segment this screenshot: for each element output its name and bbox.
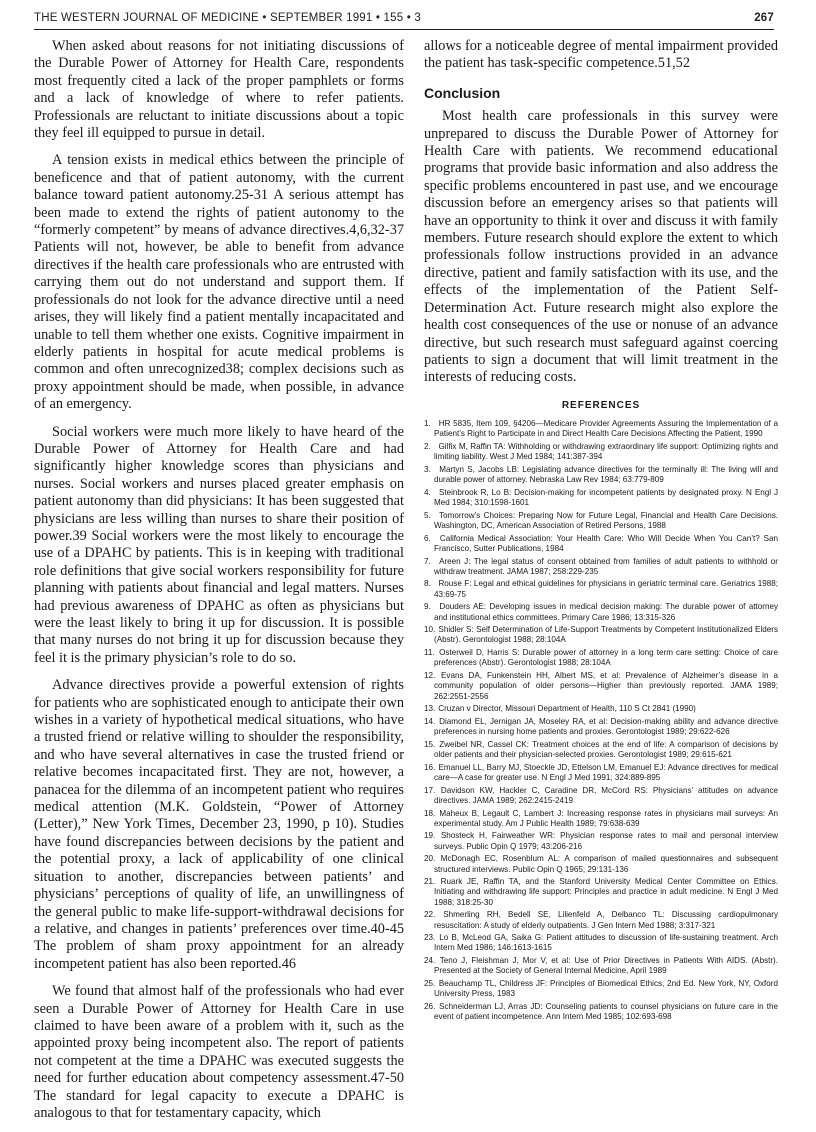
references-heading: REFERENCES (561, 399, 641, 411)
reference-number: 26. (424, 1001, 436, 1011)
reference-text: Steinbrook R, Lo B: Decision-making for incompetent patients by designated proxy. N Engl J Med 1984; 310:1598-1601 (434, 487, 778, 508)
reference-item (424, 979, 778, 999)
reference-text: Davidson KW, Hackler C, Caradine DR, McCord RS: Physicians’ attitudes on advance directives. JAMA 1989; 262:2415-2419 (434, 785, 779, 805)
reference-item (424, 648, 778, 668)
left-column (34, 38, 404, 1132)
reference-text: Diamond EL, Jernigan JA, Moseley RA, et al: Decision-making ability and advance directive preferences in nursing home patients and proxies. Gerontologist 1989; 29:622-626 (434, 716, 778, 737)
reference-text: Beauchamp TL, Childress JF: Principles of Biomedical Ethics, 2nd Ed. New York, NY, Oxford University Press, 1983 (434, 979, 778, 999)
reference-number: 16. (424, 762, 436, 772)
reference-item (424, 831, 778, 851)
right-column (424, 38, 778, 1025)
reference-text: Tomorrow’s Choices: Preparing Now for Future Legal, Financial and Health Care Decisions. Washington, DC, American Association of Retired Persons, 1988 (434, 510, 779, 530)
reference-text: Osterweil D, Harris S: Durable power of attorney in a long term care setting: Choice of care preferences (Abstr). Gerontologist 1988; 28:104A (434, 648, 778, 668)
reference-text: Shidler S: Self Determination of Life-Support Treatments by Competent Institutionalized Elders (Abstr). Gerontologist 1988; 28:104A (434, 625, 778, 645)
reference-item (424, 557, 778, 577)
reference-number: 12. (424, 671, 436, 681)
reference-number: 5. (424, 510, 431, 520)
reference-number: 11. (424, 648, 435, 658)
reference-text: California Medical Association: Your Health Care: Who Will Decide When You Can’t? San Francisco, Sutter Publications, 1984 (434, 533, 778, 553)
reference-number: 8. (424, 579, 431, 589)
reference-item (424, 625, 778, 645)
reference-text: McDonagh EC, Rosenblum AL: A comparison of mailed questionnaires and subsequent structured interviews. Public Opin Q 1965; 29:131-136 (434, 854, 779, 874)
running-header (34, 12, 774, 24)
conclusion-heading: Conclusion (424, 84, 501, 101)
header-separator: • (375, 12, 381, 24)
reference-item (424, 419, 778, 439)
reference-item (424, 704, 778, 714)
body-paragraph: Social workers were much more likely to have heard of the Durable Power of Attorney for Health Care and had significantly higher knowledge scores than physicians and nurses. Social workers and nurses placed greater emphasis on patient autonomy than did physicians: It has been suggested that physicians are less willing than nurses to share their position of power.39 Social workers were the most likely to encourage the use of a DPAHC by patients. This is in keeping with traditional role definitions that give social workers responsibility for future planning with patients about financial and legal matters. Nurses had previous awareness of DPAHC as often as physicians but were the least likely to bring it up for discussion. It is possible that many nurses do not bring it up for discussion because they feel it is the primary physician’s role to do so. (34, 423, 404, 666)
reference-text: Shmerling RH, Bedell SE, Lilienfeld A, Delbanco TL: Discussing cardiopulmonary resuscitation: A study of elderly outpatients. J Gen Intern Med 1988; 3:317-321 (434, 910, 779, 930)
reference-item (424, 854, 778, 874)
reference-item (424, 740, 778, 760)
reference-number: 24. (424, 956, 436, 966)
reference-number: 18. (424, 808, 436, 818)
reference-text: Emanuel LL, Barry MJ, Stoeckle JD, Ettelson LM, Emanuel EJ: Advance directives for medical care—A case for greater use. N Engl J Med 1991; 324:889-895 (434, 762, 778, 782)
reference-item (424, 671, 778, 702)
reference-number: 23. (424, 933, 436, 943)
reference-item (424, 465, 778, 485)
header-separator: • (406, 12, 411, 24)
reference-item (424, 602, 778, 622)
volume: 155 (383, 12, 404, 24)
reference-number: 14. (424, 716, 436, 726)
page-number: 267 (754, 12, 774, 24)
reference-item (424, 442, 778, 462)
header-separator: • (262, 12, 267, 24)
reference-item (424, 933, 778, 953)
reference-number: 4. (424, 487, 431, 497)
reference-number: 9. (424, 602, 431, 612)
reference-item (424, 579, 778, 599)
reference-text: Evans DA, Funkenstein HH, Albert MS, et al: Prevalence of Alzheimer’s disease in a community population of older persons—Higher than previously reported. JAMA 1989; 262:2551-2556 (434, 671, 778, 701)
reference-number: 20. (424, 854, 436, 864)
reference-item (424, 786, 778, 806)
reference-text: Teno J, Fleishman J, Mor V, et al: Use of Prior Directives in Patients With AIDS. (Abstr). Presented at the Society of General Internal Medicine, April 1989 (434, 956, 779, 976)
issue-date: SEPTEMBER 1991 (269, 12, 373, 24)
reference-text: Rouse F: Legal and ethical guidelines for physicians in geriatric terminal care. Geriatrics 1988; 43:69-75 (434, 579, 778, 599)
reference-item (424, 763, 778, 783)
conclusion-paragraph: Most health care professionals in this survey were unprepared to discuss the Durable Power of Attorney for Health Care with patients. We recommend educational programs that provide basic information and also address the specific problems encountered in past use, and we encourage discussion before an emergency arises so that patients will have an opportunity to think it over and discuss it with family members. Future research should explore the extent to which professionals follow instructions provided in an advance directive, patient and family satisfaction with its use, and the effects of the implementation of the Patient Self-Determination Act. Future research might also explore the health cost consequences of the use or nonuse of an advance directive, but such research must safeguard against coercing patients to sign a document that will limit treatment in the interests of reducing costs. (424, 108, 778, 386)
reference-text: Shosteck H, Fairweather WR: Physician response rates to mail and personal interview surveys. Public Opin Q 1979; 43:206-216 (434, 831, 778, 851)
reference-text: HR 5835, Item 109, §4206—Medicare Provider Agreements Assuring the Implementation of a Patient’s Right to Participate in and Direct Health Care Decisions Affecting the Patient, 1990 (434, 419, 779, 439)
reference-text: Lo B, McLeod GA, Saika G: Patient attitudes to discussion of life-sustaining treatment. Arch Intern Med 1986; 146:1613-1615 (434, 933, 778, 953)
reference-list (424, 419, 778, 1022)
reference-item (424, 809, 778, 829)
reference-item (424, 956, 778, 976)
reference-number: 10. (424, 625, 436, 635)
reference-number: 3. (424, 464, 431, 474)
reference-number: 7. (424, 556, 431, 566)
body-paragraph: We found that almost half of the professionals who had ever seen a Durable Power of Attorney for Health Care in use claimed to have been aware of a problem with it, such as the appointed proxy being incompetent also. The report of patients not competent at the time a DPAHC was executed suggests the need for further education about competency assessment.47-50 The standard for legal capacity to execute a DPAHC is analogous to that for testamentary capacity, which (34, 983, 404, 1121)
reference-item (424, 511, 778, 531)
reference-number: 13. (424, 704, 436, 714)
reference-item (424, 1002, 778, 1022)
reference-text: Areen J: The legal status of consent obtained from families of adult patients to withhold or withdraw treatment. JAMA 1987; 258:229-235 (434, 556, 778, 576)
reference-number: 17. (424, 785, 436, 795)
reference-number: 22. (424, 910, 436, 920)
reference-text: Cruzan v Director, Missouri Department of Health, 110 S Ct 2841 (1990) (438, 704, 696, 714)
reference-item (424, 877, 778, 908)
body-paragraph: A tension exists in medical ethics between the principle of beneficence and that of patient autonomy, with the current balance toward patient autonomy.25-31 A serious attempt has been made to extend the rights of patient autonomy to the “formerly competent” by means of advance directives.4,6,32-37 Patients will not, however, be able to benefit from advance directives if the health care professionals who are entrusted with carrying them out do not understand and support them. If professionals do not look for the advance directive until a need arises, they will likely find a patient mentally incapacitated and unable to tell them whether one exists. Cognitive impairment in elderly patients in hospital for acute medical problems is common and often unrecognized38; complex decisions such as proxy appointment should be made, when possible, in advance of an emergency. (34, 152, 404, 413)
reference-number: 2. (424, 442, 431, 452)
body-paragraph: When asked about reasons for not initiating discussions of the Durable Power of Attorney for Health Care, respondents most frequently cited a lack of the proper pamphlets or forms and a lack of knowledge of where to refer patients. Professionals are reluctant to initiate discussions about a topic they feel ill equipped to pursue in detail. (34, 38, 404, 142)
reference-item (424, 534, 778, 554)
journal-title: THE WESTERN JOURNAL OF MEDICINE (34, 12, 259, 24)
reference-number: 6. (424, 533, 431, 543)
continuation-paragraph: allows for a noticeable degree of mental impairment provided the patient has task-specific competence.51,52 (424, 38, 778, 72)
reference-number: 1. (424, 419, 431, 429)
reference-text: Maheux B, Legault C, Lambert J: Increasing response rates in physicians mail surveys: An experimental study. Am J Public Health 1989; 79:638-639 (434, 808, 778, 828)
reference-number: 25. (424, 979, 436, 989)
body-paragraph: Advance directives provide a powerful extension of rights for patients who are sophisticated enough to anticipate their own wishes in a variety of hypothetical medical situations, who have a trusted friend or relative willing to shoulder the responsibility, and who have several alternatives in case the trusted friend or relative becomes incapacitated first. They are not, however, a panacea for the dilemma of an incompetent patient who requires medical attention (M.K. Goldstein, “Power of Attorney (Letter),” New York Times, December 23, 1990, p 10). Studies have found discrepancies between decisions by the patient and the potential proxy, a lack of applicability of one clinical situation to another, discrepancies between patients’ and physicians’ perceptions of quality of life, an unwillingness of the general public to make life-support-withdrawal decisions for a relative, and changes in patients’ preferences over time.40-45 The problem of sham proxy appointment for an already incompetent patient has also been reported.46 (34, 677, 404, 972)
reference-text: Zweibel NR, Cassel CK: Treatment choices at the end of life: A comparison of decisions by older patients and their physician-selected proxies. Gerontologist 1989; 29:615-621 (434, 739, 779, 760)
reference-text: Schneiderman LJ, Arras JD: Counseling patients to counsel physicians on future care in the event of patient incompetence. Ann Intern Med 1985; 102:693-698 (434, 1001, 778, 1022)
reference-number: 15. (424, 739, 436, 749)
reference-item (424, 717, 778, 737)
reference-item (424, 910, 778, 930)
reference-number: 19. (424, 831, 436, 841)
reference-text: Gilfix M, Raffin TA: Withholding or withdrawing extraordinary life support: Optimizing rights and limiting liability. West J Med 1984; 141:387-394 (434, 442, 778, 462)
reference-number: 21. (424, 877, 436, 887)
reference-text: Ruark JE, Raffin TA, and the Stanford University Medical Center Committee on Ethics. Initiating and withdrawing life support: Principles and practice in adult medicine. N Engl J Med 1988; 318:25-30 (434, 877, 779, 907)
reference-text: Douders AE: Developing issues in medical decision making: The durable power of attorney and institutional ethics committees. Primary Care 1986; 13:315-326 (434, 602, 779, 622)
reference-item (424, 488, 778, 508)
issue-number: 3 (414, 12, 421, 24)
reference-text: Martyn S, Jacobs LB: Legislating advance directives for the terminally ill: The living will and durable power of attorney. Nebraska Law Rev 1984; 63:779-809 (434, 464, 779, 485)
header-rule (34, 29, 774, 30)
